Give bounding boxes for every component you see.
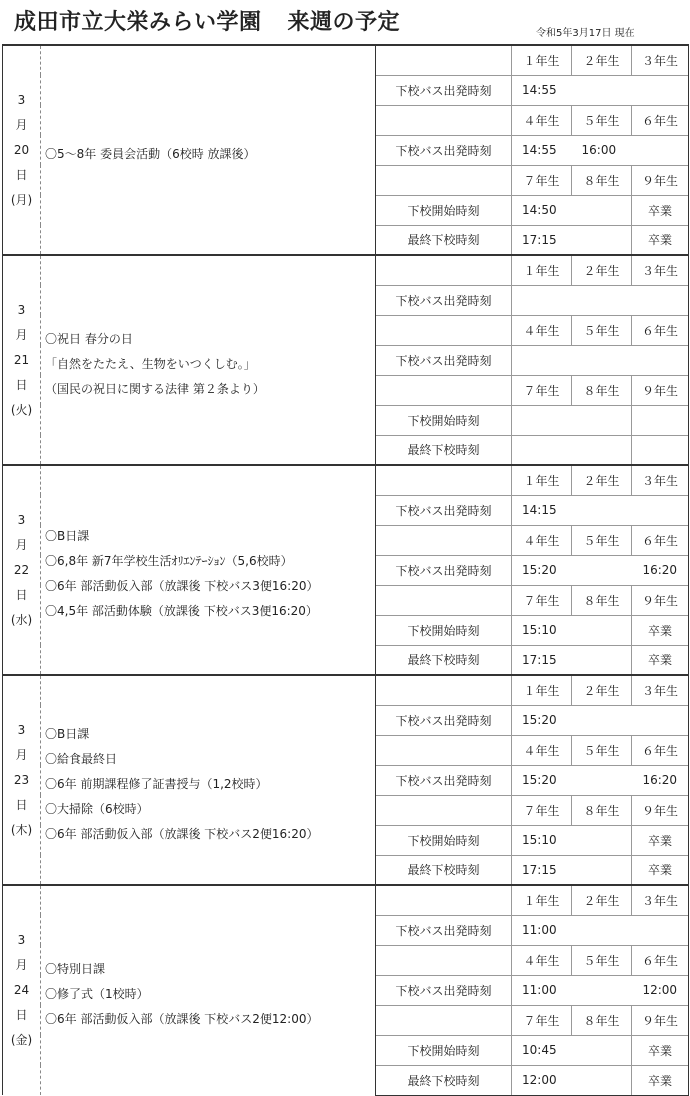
dismissal-start-label: 下校開始時刻	[376, 405, 512, 435]
grade-header: ８年生	[572, 795, 632, 825]
page-title	[14, 5, 400, 36]
schedule-body	[3, 45, 689, 1095]
day-cell	[3, 255, 41, 465]
events-cell	[41, 465, 376, 675]
day-weekday: (木)	[10, 822, 33, 837]
bus-time-grade-5	[572, 555, 632, 585]
dismissal-start-label: 下校開始時刻	[376, 615, 512, 645]
bus-departure-label: 下校バス出発時刻	[376, 75, 512, 105]
bus-time-grade-6	[632, 135, 689, 165]
label-blank	[376, 525, 512, 555]
events-cell	[41, 885, 376, 1095]
bus-time-grades-1-3	[512, 285, 689, 315]
grade-header: ９年生	[632, 795, 689, 825]
grade-header: ５年生	[572, 315, 632, 345]
grade-header: ４年生	[512, 315, 572, 345]
events-cell	[41, 255, 376, 465]
bus-time-grade-5: 16:00	[572, 135, 632, 165]
event-item: 〇B日課	[45, 726, 90, 741]
events-cell	[41, 675, 376, 885]
day-month-char: 月	[15, 537, 28, 552]
grade-header: ５年生	[572, 105, 632, 135]
grade-header: ７年生	[512, 585, 572, 615]
schedule-row	[3, 45, 689, 75]
grade-header: １年生	[512, 675, 572, 705]
day-month: 3	[17, 512, 26, 527]
event-item: 〇修了式（1校時）	[45, 987, 149, 1001]
bus-departure-label: 下校バス出発時刻	[376, 345, 512, 375]
day-day: 24	[13, 983, 30, 997]
bus-time-grades-1-3: 14:55	[512, 75, 689, 105]
grade-header: １年生	[512, 255, 572, 285]
bus-time-grade-5	[572, 765, 632, 795]
day-month: 3	[17, 722, 26, 737]
day-day: 20	[13, 142, 30, 157]
final-dismissal-grade-9: 卒業	[632, 225, 689, 255]
final-dismissal-label: 最終下校時刻	[376, 645, 512, 675]
grade-header: ９年生	[632, 165, 689, 195]
as-of-date: 令和5年3月17日 現在	[536, 28, 635, 39]
day-month: 3	[17, 933, 26, 947]
event-item: 〇B日課	[45, 529, 90, 543]
grade-header: ７年生	[512, 1005, 572, 1035]
bus-time-grade-6: 12:00	[632, 975, 689, 1005]
grade-header: ２年生	[572, 675, 632, 705]
dismissal-start-grades-7-8: 10:45	[512, 1035, 632, 1065]
grade-header: ８年生	[572, 1005, 632, 1035]
grade-header: ７年生	[512, 795, 572, 825]
bus-departure-label: 下校バス出発時刻	[376, 705, 512, 735]
day-day-char: 日	[15, 797, 28, 812]
day-month-char: 月	[15, 958, 28, 972]
final-dismissal-label: 最終下校時刻	[376, 855, 512, 885]
schedule-row	[3, 885, 689, 915]
day-weekday: (水)	[10, 612, 33, 627]
grade-header: ３年生	[632, 675, 689, 705]
school-name: 成田市立大栄みらい学園	[14, 9, 262, 35]
final-dismissal-grade-9: 卒業	[632, 645, 689, 675]
label-blank	[376, 945, 512, 975]
dismissal-start-grades-7-8: 15:10	[512, 615, 632, 645]
dismissal-start-grade-9: 卒業	[632, 195, 689, 225]
final-dismissal-label: 最終下校時刻	[376, 1065, 512, 1095]
grade-header: ４年生	[512, 735, 572, 765]
event-item: 〇6年 前期課程修了証書授与（1,2校時）	[45, 776, 268, 791]
grade-header: ５年生	[572, 525, 632, 555]
grade-header: ６年生	[632, 945, 689, 975]
grade-header: ８年生	[572, 375, 632, 405]
events-cell	[41, 45, 376, 255]
final-dismissal-grade-9: 卒業	[632, 1065, 689, 1095]
grade-header: ６年生	[632, 525, 689, 555]
event-item: 〇大掃除（6校時）	[45, 801, 149, 816]
final-dismissal-grade-9	[632, 435, 689, 465]
event-item: 〇6,8年 新7年学校生活ｵﾘｴﾝﾃｰｼｮﾝ（5,6校時）	[45, 554, 293, 568]
day-day: 21	[13, 352, 30, 367]
day-cell	[3, 885, 41, 1095]
event-item: 〇6年 部活動仮入部（放課後 下校バス2便12:00）	[45, 1012, 319, 1026]
dismissal-start-label: 下校開始時刻	[376, 825, 512, 855]
grade-header: １年生	[512, 45, 572, 75]
dismissal-start-grades-7-8	[512, 405, 632, 435]
grade-header: １年生	[512, 885, 572, 915]
grade-header: ６年生	[632, 735, 689, 765]
day-day-char: 日	[15, 167, 28, 182]
grade-header: ３年生	[632, 45, 689, 75]
grade-header: １年生	[512, 465, 572, 495]
grade-header: ２年生	[572, 885, 632, 915]
final-dismissal-grades-7-8	[512, 435, 632, 465]
bus-time-grades-4-6: 11:00	[512, 975, 572, 1005]
bus-departure-label: 下校バス出発時刻	[376, 765, 512, 795]
label-blank	[376, 585, 512, 615]
bus-departure-label: 下校バス出発時刻	[376, 495, 512, 525]
day-day: 23	[13, 772, 30, 787]
grade-header: ３年生	[632, 465, 689, 495]
event-item: （国民の祝日に関する法律 第２条より）	[45, 381, 265, 396]
grade-header: ７年生	[512, 375, 572, 405]
bus-time-grades-1-3: 14:15	[512, 495, 689, 525]
label-blank	[376, 165, 512, 195]
schedule-row	[3, 465, 689, 495]
bus-time-grades-1-3: 15:20	[512, 705, 689, 735]
bus-time-grade-6: 16:20	[632, 765, 689, 795]
day-month-char: 月	[15, 117, 28, 132]
event-item: 〇4,5年 部活動体験（放課後 下校バス3便16:20）	[45, 604, 318, 618]
dismissal-start-grade-9	[632, 405, 689, 435]
day-day: 22	[13, 562, 30, 577]
day-day-char: 日	[15, 587, 28, 602]
day-cell	[3, 675, 41, 885]
bus-time-grade-5	[572, 975, 632, 1005]
label-blank	[376, 255, 512, 285]
schedule-row	[3, 255, 689, 285]
label-blank	[376, 735, 512, 765]
schedule-subtitle: 来週の予定	[287, 9, 401, 35]
bus-departure-label: 下校バス出発時刻	[376, 915, 512, 945]
dismissal-start-grade-9: 卒業	[632, 1035, 689, 1065]
label-blank	[376, 105, 512, 135]
day-weekday: (月)	[10, 192, 33, 207]
label-blank	[376, 1005, 512, 1035]
day-month: 3	[17, 92, 26, 107]
final-dismissal-grades-7-8: 17:15	[512, 855, 632, 885]
grade-header: ３年生	[632, 255, 689, 285]
day-day-char: 日	[15, 377, 28, 392]
event-item: 〇祝日 春分の日	[45, 331, 133, 346]
day-cell	[3, 45, 41, 255]
label-blank	[376, 675, 512, 705]
label-blank	[376, 315, 512, 345]
label-blank	[376, 45, 512, 75]
grade-header: ４年生	[512, 525, 572, 555]
final-dismissal-label: 最終下校時刻	[376, 435, 512, 465]
grade-header: ６年生	[632, 315, 689, 345]
label-blank	[376, 465, 512, 495]
event-item: 〇特別日課	[45, 962, 106, 976]
grade-header: ５年生	[572, 735, 632, 765]
day-month-char: 月	[15, 747, 28, 762]
schedule-row	[3, 675, 689, 705]
grade-header: ５年生	[572, 945, 632, 975]
grade-header: ３年生	[632, 885, 689, 915]
final-dismissal-grades-7-8: 17:15	[512, 645, 632, 675]
bus-time-grades-4-6: 14:55	[512, 135, 572, 165]
final-dismissal-grades-7-8: 12:00	[512, 1065, 632, 1095]
day-day-char: 日	[15, 1008, 28, 1022]
event-item: 〇給食最終日	[45, 751, 118, 766]
dismissal-start-label: 下校開始時刻	[376, 1035, 512, 1065]
event-item: 「自然をたたえ、生物をいつくしむ。」	[45, 356, 256, 371]
bus-time-grade-6	[632, 345, 689, 375]
day-cell	[3, 465, 41, 675]
final-dismissal-grade-9: 卒業	[632, 855, 689, 885]
day-weekday: (金)	[10, 1033, 33, 1047]
grade-header: ２年生	[572, 465, 632, 495]
bus-time-grade-5	[572, 345, 632, 375]
bus-departure-label: 下校バス出発時刻	[376, 975, 512, 1005]
dismissal-start-grades-7-8: 14:50	[512, 195, 632, 225]
grade-header: ８年生	[572, 585, 632, 615]
bus-departure-label: 下校バス出発時刻	[376, 285, 512, 315]
bus-time-grades-4-6: 15:20	[512, 555, 572, 585]
event-item: 〇6年 部活動仮入部（放課後 下校バス2便16:20）	[45, 826, 319, 841]
grade-header: ９年生	[632, 585, 689, 615]
final-dismissal-label: 最終下校時刻	[376, 225, 512, 255]
bus-time-grades-4-6: 15:20	[512, 765, 572, 795]
grade-header: ４年生	[512, 105, 572, 135]
grade-header: ２年生	[572, 45, 632, 75]
day-weekday: (火)	[10, 402, 33, 417]
bus-time-grades-1-3: 11:00	[512, 915, 689, 945]
weekly-schedule-table	[2, 44, 689, 1096]
dismissal-start-label: 下校開始時刻	[376, 195, 512, 225]
event-item: 〇6年 部活動仮入部（放課後 下校バス3便16:20）	[45, 579, 319, 593]
grade-header: ９年生	[632, 1005, 689, 1035]
grade-header: ９年生	[632, 375, 689, 405]
bus-time-grades-4-6	[512, 345, 572, 375]
label-blank	[376, 885, 512, 915]
dismissal-start-grades-7-8: 15:10	[512, 825, 632, 855]
dismissal-start-grade-9: 卒業	[632, 615, 689, 645]
grade-header: ８年生	[572, 165, 632, 195]
grade-header: ２年生	[572, 255, 632, 285]
bus-departure-label: 下校バス出発時刻	[376, 555, 512, 585]
grade-header: ７年生	[512, 165, 572, 195]
bus-time-grade-6: 16:20	[632, 555, 689, 585]
label-blank	[376, 375, 512, 405]
grade-header: ４年生	[512, 945, 572, 975]
bus-departure-label: 下校バス出発時刻	[376, 135, 512, 165]
final-dismissal-grades-7-8: 17:15	[512, 225, 632, 255]
grade-header: ６年生	[632, 105, 689, 135]
dismissal-start-grade-9: 卒業	[632, 825, 689, 855]
day-month: 3	[17, 302, 26, 317]
label-blank	[376, 795, 512, 825]
event-item: 〇5～8年 委員会活動（6校時 放課後）	[45, 146, 256, 161]
day-month-char: 月	[15, 327, 28, 342]
